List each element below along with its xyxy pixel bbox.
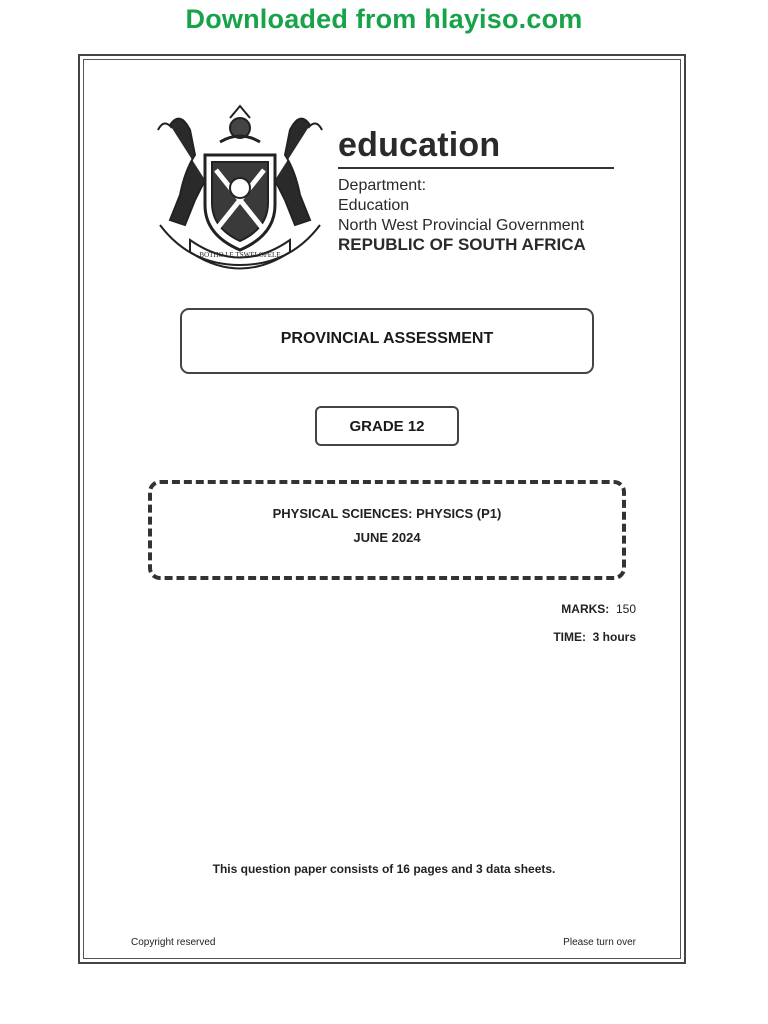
government-name: North West Provincial Government (338, 217, 585, 234)
watermark-text: Downloaded from hlayiso.com (185, 4, 583, 34)
crest-motto: BOTHO LE TSWELOPELE (199, 251, 281, 259)
footer-copyright: Copyright reserved (131, 937, 216, 948)
time-label: TIME: (553, 630, 586, 644)
marks-value: 150 (615, 602, 636, 616)
marks-label: MARKS: (561, 602, 610, 616)
assessment-title-box (180, 308, 594, 374)
exam-date: JUNE 2024 (353, 530, 421, 545)
assessment-title: PROVINCIAL ASSESSMENT (280, 330, 494, 347)
footer-turn-over: Please turn over (563, 937, 636, 948)
department-label: Department: (338, 177, 427, 194)
coat-of-arms-icon (150, 100, 330, 275)
marks-line (561, 602, 636, 616)
time-line (553, 630, 636, 644)
time-value: 3 hours (592, 630, 636, 644)
pages-note: This question paper consists of 16 pages and 3 data sheets. (212, 862, 556, 876)
country-name: REPUBLIC OF SOUTH AFRICA (338, 235, 586, 254)
grade-box (315, 406, 459, 446)
subject-title: PHYSICAL SCIENCES: PHYSICS (P1) (272, 506, 502, 521)
department-name: Education (338, 197, 410, 214)
brand-divider (338, 167, 614, 169)
grade-label: GRADE 12 (349, 417, 425, 435)
brand-wordmark: education (338, 126, 501, 164)
